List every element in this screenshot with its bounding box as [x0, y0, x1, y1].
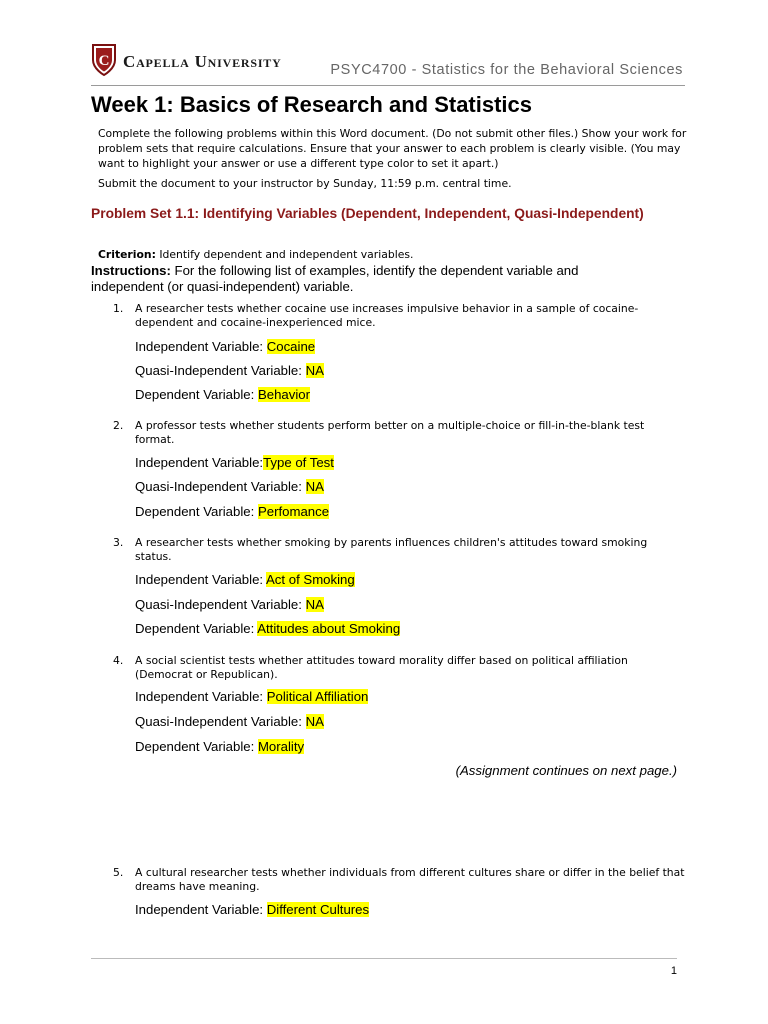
problem-set-heading: Problem Set 1.1: Identifying Variables (Dependent, Independent, Quasi-Independent) — [91, 206, 644, 221]
footer-divider — [91, 958, 677, 959]
page-header — [91, 42, 685, 84]
dependent-variable-line — [135, 621, 400, 637]
item-number: 1. — [113, 302, 124, 315]
independent-answer: Political Affiliation — [266, 689, 369, 704]
dependent-label: Dependent Variable: — [135, 504, 258, 519]
instructions-label: Instructions: — [91, 263, 171, 278]
item-number: 5. — [113, 866, 124, 879]
independent-variable-line — [135, 902, 369, 918]
independent-label: Independent Variable: — [135, 455, 264, 470]
independent-label: Independent Variable: — [135, 902, 267, 917]
independent-label: Independent Variable: — [135, 572, 267, 587]
criterion — [98, 248, 413, 261]
page-number: 1 — [670, 965, 677, 977]
quasi-answer: NA — [305, 714, 324, 729]
dependent-variable-line — [135, 504, 329, 520]
intro-paragraph: Complete the following problems within this Word document. (Do not submit other files.) Show your work for problem sets that require calculations. Ensure that your answer to each problem is clearly visible. (You may want to highlight your answer or use a different type color to set it apart.) — [98, 127, 687, 170]
quasi-answer: NA — [305, 479, 324, 494]
shield-logo-icon — [91, 42, 117, 78]
item-question: A researcher tests whether cocaine use increases impulsive behavior in a sample of cocaine-dependent and cocaine-inexperienced mice. — [135, 302, 639, 329]
course-title: PSYC4700 - Statistics for the Behavioral Sciences — [330, 62, 683, 78]
item-question: A researcher tests whether smoking by parents influences children's attitudes toward smoking status. — [135, 536, 648, 563]
dependent-answer: Attitudes about Smoking — [257, 621, 401, 636]
item-question: A cultural researcher tests whether individuals from different cultures share or differ in the belief that dreams have meaning. — [135, 866, 685, 893]
quasi-variable-line — [135, 714, 324, 730]
quasi-answer: NA — [305, 363, 324, 378]
instructions — [91, 263, 611, 295]
quasi-label: Quasi-Independent Variable: — [135, 597, 306, 612]
independent-variable-line — [135, 339, 315, 355]
quasi-label: Quasi-Independent Variable: — [135, 363, 306, 378]
dependent-answer: Behavior — [257, 387, 310, 402]
item-question: A professor tests whether students perform better on a multiple-choice or fill-in-the-blank test format. — [135, 419, 645, 446]
quasi-answer: NA — [305, 597, 324, 612]
criterion-text: Identify dependent and independent variables. — [159, 248, 414, 261]
independent-answer: Type of Test — [263, 455, 334, 470]
item-number: 4. — [113, 654, 124, 667]
problem-set-label: Problem Set 1.1 — [91, 206, 195, 221]
list-item — [113, 419, 688, 529]
svg-text:C: C — [98, 53, 110, 69]
quasi-label: Quasi-Independent Variable: — [135, 714, 306, 729]
dependent-label: Dependent Variable: — [135, 739, 258, 754]
item-question: A social scientist tests whether attitudes toward morality differ based on political affiliation (Democrat or Republican). — [135, 654, 628, 681]
list-item — [113, 654, 688, 764]
independent-variable-line — [135, 455, 334, 471]
submission-note: Submit the document to your instructor by Sunday, 11:59 p.m. central time. — [98, 177, 512, 190]
dependent-answer: Morality — [257, 739, 305, 754]
quasi-label: Quasi-Independent Variable: — [135, 479, 306, 494]
page-title: Week 1: Basics of Research and Statistics — [91, 92, 533, 117]
quasi-variable-line — [135, 479, 324, 495]
university-name: Capella University — [123, 52, 282, 71]
criterion-label: Criterion: — [98, 248, 156, 261]
item-number: 2. — [113, 419, 124, 432]
quasi-variable-line — [135, 363, 324, 379]
continues-note: (Assignment continues on next page.) — [455, 763, 677, 778]
header-divider — [91, 85, 685, 86]
dependent-variable-line — [135, 387, 310, 403]
university-logo — [91, 42, 291, 82]
instructions-text: For the following list of examples, identify the dependent variable and independent (or quasi-independent) variable. — [91, 263, 579, 294]
dependent-variable-line — [135, 739, 304, 755]
independent-variable-line — [135, 572, 355, 588]
independent-label: Independent Variable: — [135, 689, 267, 704]
list-item — [113, 866, 688, 926]
independent-variable-line — [135, 689, 368, 705]
dependent-label: Dependent Variable: — [135, 621, 258, 636]
independent-answer: Cocaine — [266, 339, 316, 354]
list-item — [113, 302, 688, 412]
item-number: 3. — [113, 536, 124, 549]
problem-set-title: Identifying Variables (Dependent, Independent, Quasi-Independent) — [202, 206, 644, 221]
independent-answer: Act of Smoking — [266, 572, 355, 587]
independent-label: Independent Variable: — [135, 339, 267, 354]
independent-answer: Different Cultures — [266, 902, 370, 917]
dependent-answer: Perfomance — [257, 504, 330, 519]
list-item — [113, 536, 688, 646]
dependent-label: Dependent Variable: — [135, 387, 258, 402]
quasi-variable-line — [135, 597, 324, 613]
